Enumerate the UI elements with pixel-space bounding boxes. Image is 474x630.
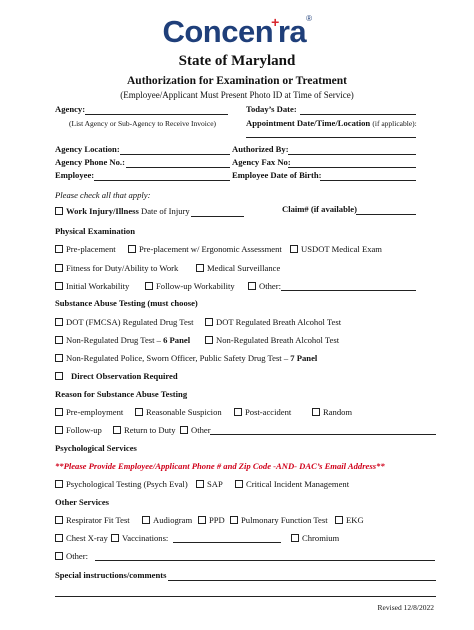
other-services-other-checkbox[interactable]: [55, 552, 63, 560]
pre-employment-checkbox[interactable]: [55, 408, 63, 416]
chest-xray-checkbox[interactable]: [55, 534, 63, 542]
pre-placement-ergonomic-label: Pre-placement w/ Ergonomic Assessment: [139, 244, 282, 254]
ppd-checkbox[interactable]: [198, 516, 206, 524]
agency-label: Agency:: [55, 104, 86, 114]
dot-alcohol-checkbox[interactable]: [205, 318, 213, 326]
other-services-other-row: [55, 551, 88, 561]
agency-list-note: (List Agency or Sub-Agency to Receive Invoice): [69, 119, 217, 128]
police-drug-label: Non-Regulated Police, Sworn Officer, Public Safety Drug Test –: [66, 353, 289, 363]
respirator-fit-checkbox[interactable]: [55, 516, 63, 524]
work-injury-checkbox[interactable]: [55, 207, 63, 215]
reasonable-suspicion-checkbox[interactable]: [135, 408, 143, 416]
respirator-fit-label: Respirator Fit Test: [66, 515, 130, 525]
page-title: State of Maryland: [178, 53, 296, 69]
police-drug-panel: 7 Panel: [290, 353, 318, 363]
random-label: Random: [323, 407, 353, 417]
appointment-label-row: [246, 118, 417, 128]
dot-drug-checkbox[interactable]: [55, 318, 63, 326]
other-services-heading: Other Services: [55, 497, 110, 507]
followup-workability-checkbox[interactable]: [145, 282, 153, 290]
psych-testing-label: Psychological Testing (Psych Eval): [66, 479, 188, 489]
pulmonary-function-label: Pulmonary Function Test: [241, 515, 328, 525]
logo-plus: +: [271, 14, 279, 30]
dot-alcohol-label: DOT Regulated Breath Alcohol Test: [216, 317, 342, 327]
pulmonary-function-checkbox[interactable]: [230, 516, 238, 524]
chromium-checkbox[interactable]: [291, 534, 299, 542]
ekg-checkbox[interactable]: [335, 516, 343, 524]
physical-row-1: [55, 244, 382, 254]
reason-other-field[interactable]: [210, 434, 436, 435]
pre-placement-ergonomic-checkbox[interactable]: [128, 245, 136, 253]
other-services-other-label: Other:: [66, 551, 88, 561]
psych-notice: **Please Provide Employee/Applicant Phone # and Zip Code -AND- DAC’s Email Address**: [55, 461, 385, 471]
reason-heading: Reason for Substance Abuse Testing: [55, 389, 188, 399]
page-subtitle: Authorization for Examination or Treatment: [127, 75, 347, 87]
random-checkbox[interactable]: [312, 408, 320, 416]
revised-date: Revised 12/8/2022: [377, 603, 434, 612]
agency-phone-label: Agency Phone No.:: [55, 157, 125, 167]
logo-text-b: ra: [277, 14, 307, 49]
pre-employment-label: Pre-employment: [66, 407, 124, 417]
nonreg-drug-checkbox[interactable]: [55, 336, 63, 344]
other-services-other-field[interactable]: [95, 560, 435, 561]
ppd-label: PPD: [209, 515, 225, 525]
substance-row-3: [55, 353, 317, 363]
initial-workability-checkbox[interactable]: [55, 282, 63, 290]
pre-placement-checkbox[interactable]: [55, 245, 63, 253]
medical-surveillance-label: Medical Surveillance: [207, 263, 281, 273]
date-of-injury-label: Date of Injury: [140, 206, 190, 216]
psych-testing-checkbox[interactable]: [55, 480, 63, 488]
agency-fax-field[interactable]: [288, 167, 416, 168]
follow-up-label: Follow-up: [66, 425, 102, 435]
appointment-note: (if applicable):: [372, 119, 417, 128]
medical-surveillance-checkbox[interactable]: [196, 264, 204, 272]
post-accident-checkbox[interactable]: [234, 408, 242, 416]
fitness-for-duty-checkbox[interactable]: [55, 264, 63, 272]
other-services-row-1: [55, 515, 364, 525]
psych-row: [55, 479, 349, 489]
special-instructions-field-1[interactable]: [168, 580, 436, 581]
critical-incident-checkbox[interactable]: [235, 480, 243, 488]
physical-row-2: [55, 263, 280, 273]
chromium-label: Chromium: [302, 533, 340, 543]
direct-observation-checkbox[interactable]: [55, 372, 63, 380]
sap-label: SAP: [207, 479, 223, 489]
vaccinations-checkbox[interactable]: [111, 534, 119, 542]
followup-workability-label: Follow-up Workability: [156, 281, 235, 291]
initial-workability-label: Initial Workability: [66, 281, 130, 291]
psych-heading: Psychological Services: [55, 443, 137, 453]
return-to-duty-checkbox[interactable]: [113, 426, 121, 434]
critical-incident-label: Critical Incident Management: [246, 479, 350, 489]
appointment-field[interactable]: [246, 137, 416, 138]
reason-row-1: [55, 407, 352, 417]
authorized-by-field[interactable]: [288, 154, 416, 155]
claim-label: Claim# (if available): [282, 204, 357, 214]
physical-other-field[interactable]: [281, 290, 416, 291]
vaccinations-field[interactable]: [173, 542, 281, 543]
audiogram-checkbox[interactable]: [142, 516, 150, 524]
follow-up-checkbox[interactable]: [55, 426, 63, 434]
physical-other-label: Other:: [259, 281, 281, 291]
agency-location-field[interactable]: [120, 154, 230, 155]
nonreg-alcohol-checkbox[interactable]: [205, 336, 213, 344]
ekg-label: EKG: [346, 515, 364, 525]
dob-field[interactable]: [320, 180, 416, 181]
work-injury-label: Work Injury/Illness: [66, 206, 139, 216]
dot-drug-label: DOT (FMCSA) Regulated Drug Test: [66, 317, 194, 327]
physical-other-checkbox[interactable]: [248, 282, 256, 290]
dob-label: Employee Date of Birth:: [232, 170, 322, 180]
sap-checkbox[interactable]: [196, 480, 204, 488]
audiogram-label: Audiogram: [153, 515, 193, 525]
logo-trademark: ®: [306, 14, 312, 23]
fitness-for-duty-label: Fitness for Duty/Ability to Work: [66, 263, 179, 273]
date-of-injury-field[interactable]: [191, 216, 244, 217]
agency-phone-field[interactable]: [126, 167, 230, 168]
post-accident-label: Post-accident: [245, 407, 292, 417]
agency-location-label: Agency Location:: [55, 144, 120, 154]
physical-exam-heading: Physical Examination: [55, 226, 135, 236]
direct-observation-row: [55, 371, 178, 381]
police-drug-checkbox[interactable]: [55, 354, 63, 362]
employee-field[interactable]: [94, 180, 230, 181]
authorized-by-label: Authorized By:: [232, 144, 289, 154]
reason-row-2: [55, 425, 211, 435]
concentra-logo: [0, 14, 474, 50]
pre-placement-label: Pre-placement: [66, 244, 116, 254]
chest-xray-label: Chest X-ray: [66, 533, 108, 543]
nonreg-alcohol-label: Non-Regulated Breath Alcohol Test: [216, 335, 340, 345]
usdot-exam-checkbox[interactable]: [290, 245, 298, 253]
vaccinations-label: Vaccinations:: [122, 533, 169, 543]
return-to-duty-label: Return to Duty: [124, 425, 176, 435]
usdot-exam-label: USDOT Medical Exam: [301, 244, 382, 254]
employee-label: Employee:: [55, 170, 95, 180]
work-injury-row: [55, 206, 190, 216]
todays-date-field[interactable]: [300, 114, 416, 115]
appointment-label: Appointment Date/Time/Location: [246, 118, 371, 128]
claim-field[interactable]: [356, 214, 416, 215]
logo-text-a: Concen: [162, 14, 274, 49]
agency-fax-label: Agency Fax No:: [232, 157, 291, 167]
special-instructions-field-2[interactable]: [55, 596, 436, 597]
substance-row-2: [55, 335, 339, 345]
reason-other-checkbox[interactable]: [180, 426, 188, 434]
special-instructions-label: Special instructions/comments: [55, 570, 167, 580]
reason-other-label: Other: [191, 425, 211, 435]
agency-field[interactable]: [85, 114, 228, 115]
check-all-instruction: Please check all that apply:: [55, 190, 151, 200]
todays-date-label: Today’s Date:: [246, 104, 297, 114]
nonreg-drug-label: Non-Regulated Drug Test –: [66, 335, 161, 345]
nonreg-drug-panel: 6 Panel: [163, 335, 191, 345]
substance-row-1: [55, 317, 341, 327]
substance-heading: Substance Abuse Testing (must choose): [55, 298, 198, 308]
reasonable-suspicion-label: Reasonable Suspicion: [146, 407, 222, 417]
photo-id-note: (Employee/Applicant Must Present Photo ID at Time of Service): [120, 90, 354, 100]
direct-observation-label: Direct Observation Required: [71, 371, 178, 381]
physical-row-3: [55, 281, 281, 291]
